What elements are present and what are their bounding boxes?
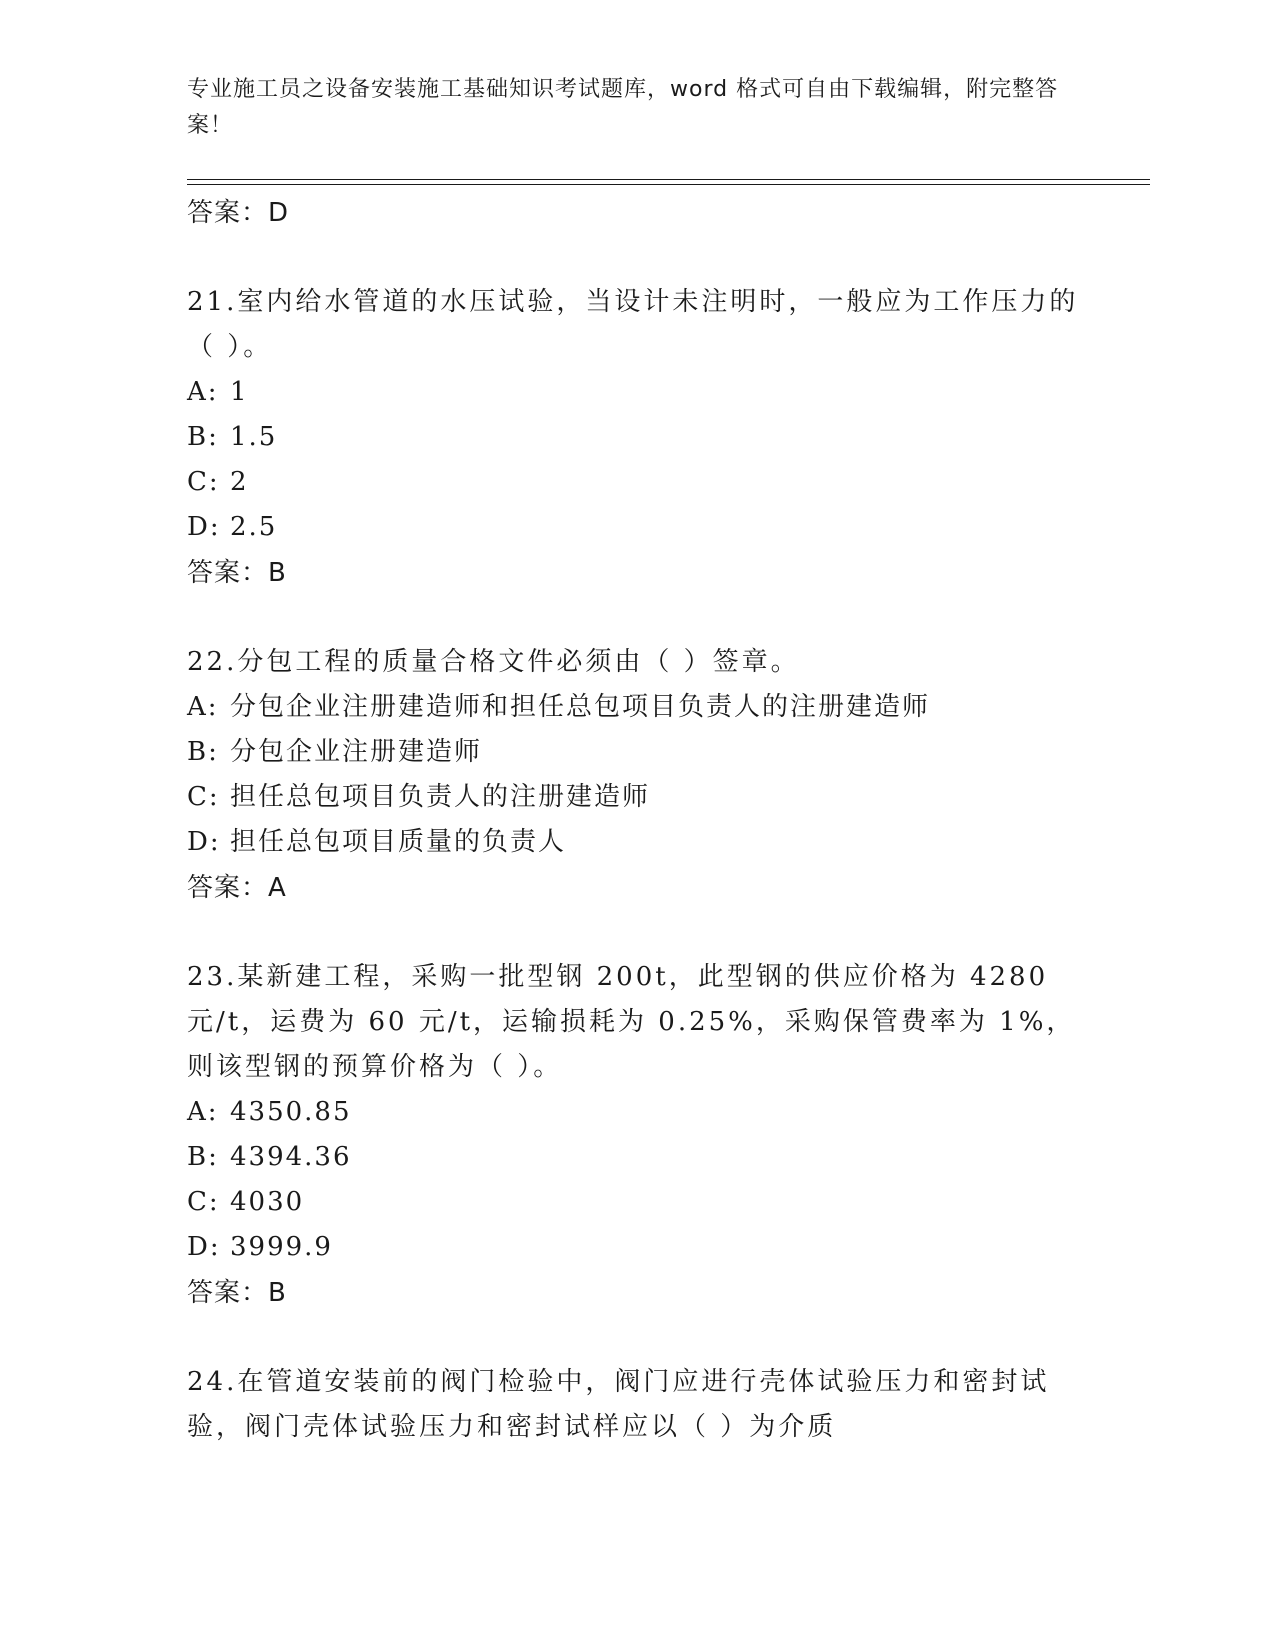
option-c	[187, 460, 1087, 505]
option-b	[187, 1135, 1087, 1180]
option-text: 4394.36	[230, 1142, 352, 1172]
option-b	[187, 730, 1087, 775]
option-text: 2	[230, 467, 249, 497]
option-key: C:	[187, 467, 220, 497]
question-stem: 22.分包工程的质量合格文件必须由（ ）签章。	[187, 647, 800, 677]
option-key: B:	[187, 737, 219, 767]
option-a	[187, 370, 1087, 415]
option-key: A:	[187, 1097, 219, 1127]
question-23	[187, 955, 1087, 1316]
option-text: 1.5	[230, 422, 278, 452]
option-d	[187, 820, 1087, 865]
option-key: A:	[187, 692, 219, 722]
question-list	[187, 190, 1087, 1450]
option-text: 1	[230, 377, 249, 407]
question-stem: 21.室内给水管道的水压试验，当设计未注明时，一般应为工作压力的（ ）。	[187, 287, 1079, 362]
option-d	[187, 1225, 1087, 1270]
option-text: 4350.85	[230, 1097, 352, 1127]
option-a	[187, 685, 1087, 730]
header-divider-bottom	[187, 184, 1150, 185]
option-key: C:	[187, 782, 220, 812]
option-a	[187, 1090, 1087, 1135]
option-key: D:	[187, 827, 221, 857]
answer-line: 答案：A	[187, 873, 287, 903]
question-stem: 24.在管道安装前的阀门检验中，阀门应进行壳体试验压力和密封试验，阀门壳体试验压力和密封试样应以（ ）为介质	[187, 1367, 1050, 1442]
option-text: 担任总包项目质量的负责人	[230, 827, 567, 857]
option-c	[187, 775, 1087, 820]
header-divider-top	[187, 179, 1150, 180]
option-key: C:	[187, 1187, 220, 1217]
option-key: A:	[187, 377, 219, 407]
previous-answer: 答案：D	[187, 198, 290, 228]
option-key: B:	[187, 1142, 219, 1172]
option-b	[187, 415, 1087, 460]
option-text: 4030	[230, 1187, 305, 1217]
option-text: 分包企业注册建造师	[230, 737, 483, 767]
question-21	[187, 280, 1087, 596]
option-d	[187, 505, 1087, 550]
option-key: B:	[187, 422, 219, 452]
option-text: 2.5	[230, 512, 278, 542]
option-key: D:	[187, 1232, 221, 1262]
option-c	[187, 1180, 1087, 1225]
question-22	[187, 640, 1087, 911]
option-text: 担任总包项目负责人的注册建造师	[230, 782, 651, 812]
answer-line: 答案：B	[187, 558, 287, 588]
option-key: D:	[187, 512, 221, 542]
question-stem: 23.某新建工程，采购一批型钢 200t，此型钢的供应价格为 4280 元/t，运费为 60 元/t，运输损耗为 0.25%，采购保管费率为 1%，则该型钢的预算价格为（ ）。	[187, 962, 1076, 1082]
option-text: 分包企业注册建造师和担任总包项目负责人的注册建造师	[230, 692, 931, 722]
option-text: 3999.9	[230, 1232, 333, 1262]
document-header: 专业施工员之设备安装施工基础知识考试题库，word 格式可自由下载编辑，附完整答案！	[187, 77, 1059, 138]
answer-line: 答案：B	[187, 1278, 287, 1308]
question-24	[187, 1360, 1087, 1450]
